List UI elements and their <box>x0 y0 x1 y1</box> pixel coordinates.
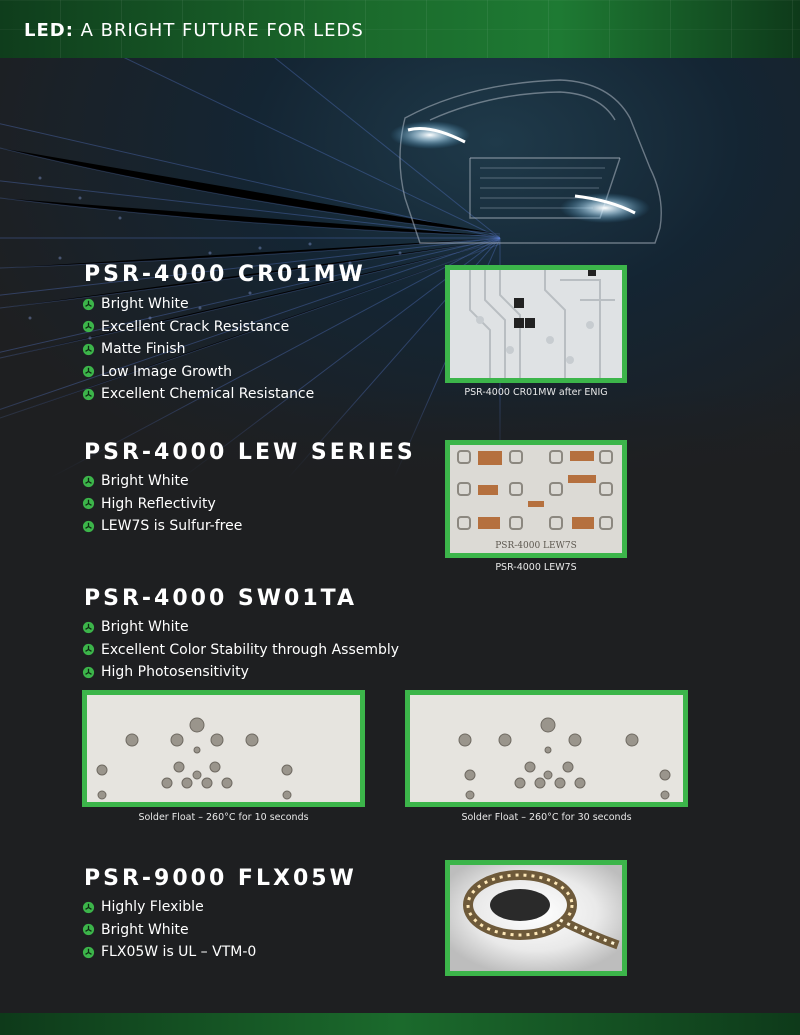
list-item: LEW7S is Sulfur-free <box>82 515 242 538</box>
list-item: Matte Finish <box>82 338 314 361</box>
photo-caption: Solder Float – 260°C for 30 seconds <box>461 812 632 823</box>
header-banner <box>0 0 800 58</box>
list-item: Bright White <box>82 616 399 639</box>
footer-banner <box>0 1013 800 1035</box>
bullet-list-lew-series <box>82 470 242 538</box>
list-item: Bright White <box>82 293 314 316</box>
list-item: High Photosensitivity <box>82 661 399 684</box>
list-item: Highly Flexible <box>82 896 256 919</box>
list-item: Bright White <box>82 470 242 493</box>
green-bullet-icon <box>82 343 95 356</box>
green-bullet-icon <box>82 497 95 510</box>
photo-solder-float-10s <box>82 690 365 807</box>
section-title-cr01mw: PSR-4000 CR01MW <box>84 262 366 287</box>
green-bullet-icon <box>82 946 95 959</box>
list-item: Low Image Growth <box>82 361 314 384</box>
list-item: Excellent Crack Resistance <box>82 316 314 339</box>
green-bullet-icon <box>82 298 95 311</box>
green-bullet-icon <box>82 388 95 401</box>
green-bullet-icon <box>82 320 95 333</box>
list-item: Excellent Chemical Resistance <box>82 383 314 406</box>
photo-caption: Solder Float – 260°C for 10 seconds <box>138 812 309 823</box>
list-item: High Reflectivity <box>82 493 242 516</box>
green-bullet-icon <box>82 666 95 679</box>
section-title-sw01ta: PSR-4000 SW01TA <box>84 586 357 611</box>
photo-label: PSR-4000 LEW7S <box>495 541 577 551</box>
section-title-flx05w: PSR-9000 FLX05W <box>84 866 357 891</box>
green-bullet-icon <box>82 643 95 656</box>
photo-solder-float-30s <box>405 690 688 807</box>
photo-led-strip-reel <box>445 860 627 976</box>
list-item: Bright White <box>82 919 256 942</box>
list-item: FLX05W is UL – VTM-0 <box>82 941 256 964</box>
green-bullet-icon <box>82 901 95 914</box>
photo-lew7s-panel <box>445 440 627 558</box>
green-bullet-icon <box>82 923 95 936</box>
page-title: LED: A BRIGHT FUTURE FOR LEDS <box>24 20 364 41</box>
list-item: Excellent Color Stability through Assembly <box>82 639 399 662</box>
photo-caption: PSR-4000 CR01MW after ENIG <box>464 387 608 398</box>
green-bullet-icon <box>82 475 95 488</box>
green-bullet-icon <box>82 365 95 378</box>
photo-caption: PSR-4000 LEW7S <box>495 562 577 573</box>
bullet-list-flx05w <box>82 896 256 964</box>
photo-cr01mw-pcb <box>445 265 627 383</box>
green-bullet-icon <box>82 520 95 533</box>
green-bullet-icon <box>82 621 95 634</box>
bullet-list-sw01ta <box>82 616 399 684</box>
bullet-list-cr01mw <box>82 293 314 406</box>
section-title-lew-series: PSR-4000 LEW SERIES <box>84 440 416 465</box>
